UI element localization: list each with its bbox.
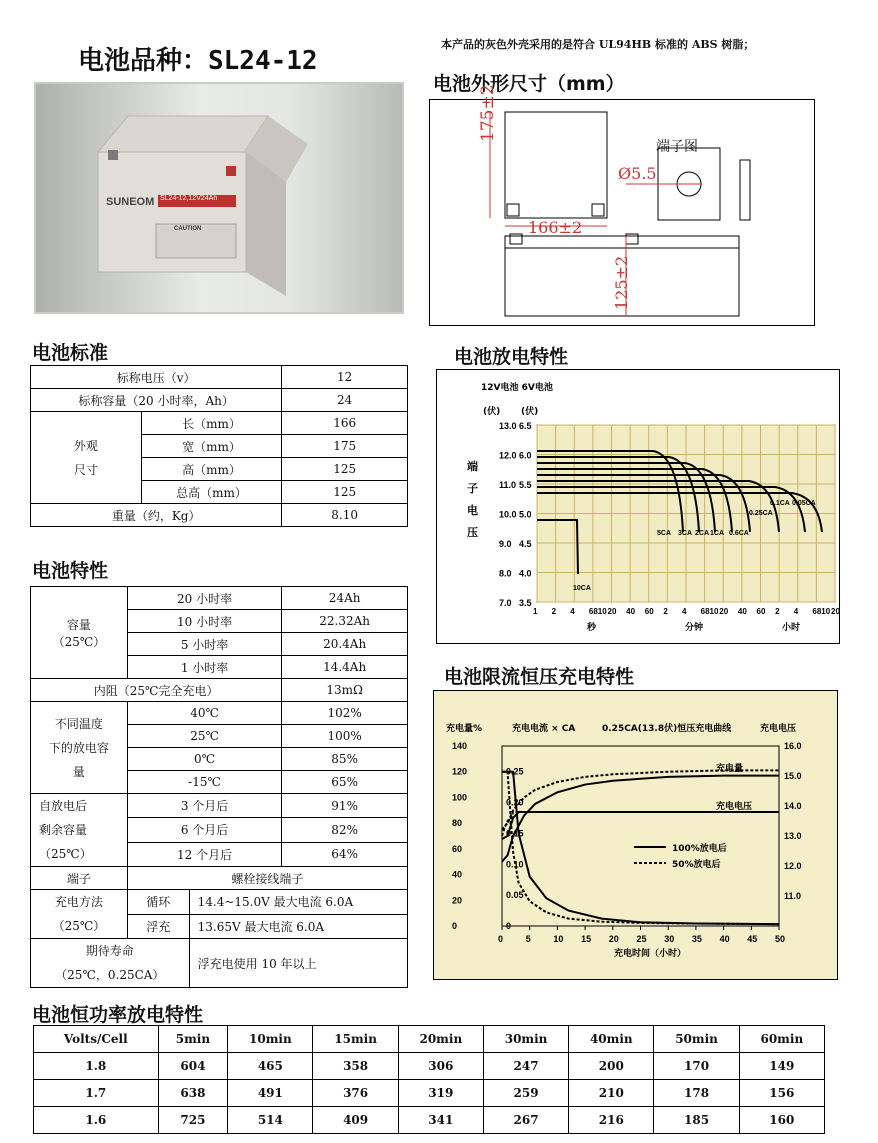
y12-tick: 13.0 <box>499 421 517 431</box>
label-cell: 3 个月后 <box>127 794 281 818</box>
caution-label: CAUTION <box>174 226 202 232</box>
curve-label: 0.05CA <box>792 500 816 507</box>
mode-cell: 循环 <box>127 890 189 915</box>
cell: 341 <box>398 1107 483 1134</box>
x-tick: 20 <box>607 607 617 616</box>
label-cell: 标称电压（v） <box>31 366 282 389</box>
x-tick: 6810 <box>812 607 831 616</box>
value-cell: 91% <box>282 794 408 818</box>
capacity-group <box>31 587 128 679</box>
cell: 247 <box>483 1053 568 1080</box>
terminal-diameter: Ø5.5 <box>618 164 657 183</box>
y6-tick: 3.5 <box>519 598 532 608</box>
group-line: 充电方法 <box>54 895 103 909</box>
value-cell: 175 <box>282 435 408 458</box>
table-row <box>31 679 408 702</box>
header-cell: 50min <box>654 1026 739 1053</box>
label-cell: 1 小时率 <box>127 656 281 679</box>
value-cell: 102% <box>282 702 408 725</box>
depth-dim: 125±2 <box>612 255 631 310</box>
value-cell: 13mΩ <box>282 679 408 702</box>
label-cell: 长（mm） <box>141 412 282 435</box>
x-tick: 45 <box>747 934 758 944</box>
table-row <box>31 867 408 890</box>
battery-photo <box>34 82 404 314</box>
size-group-line: 尺寸 <box>73 462 98 477</box>
charge-group <box>31 890 128 939</box>
y-current-tick: 0 <box>506 921 512 931</box>
cell: 1.6 <box>34 1107 159 1134</box>
power-title: 电池恒功率放电特性 <box>32 1004 204 1026</box>
cell: 465 <box>228 1053 313 1080</box>
group-line: （25℃） <box>52 919 106 933</box>
unit-right: (伏) <box>521 407 539 417</box>
label-cell: 25℃ <box>127 725 281 748</box>
x-tick: 30 <box>664 934 675 944</box>
group-line: 下的放电容 <box>48 740 109 755</box>
value-cell: 100% <box>282 725 408 748</box>
group-line: 期待寿命 <box>85 944 134 958</box>
table-row <box>31 504 408 527</box>
charge-chart <box>433 690 838 980</box>
properties-table <box>30 586 408 988</box>
cell: 491 <box>228 1080 313 1107</box>
cell: 149 <box>739 1053 824 1080</box>
table-row <box>31 702 408 725</box>
discharge-title: 电池放电特性 <box>454 346 569 368</box>
curve-label: 5CA <box>657 530 672 537</box>
cell: 156 <box>739 1080 824 1107</box>
y-left-tick: 140 <box>452 741 468 751</box>
ylabel-char: 压 <box>467 526 478 539</box>
value-cell: 85% <box>282 748 408 771</box>
y12-tick: 7.0 <box>499 598 512 608</box>
cell: 514 <box>228 1107 313 1134</box>
cell: 604 <box>158 1053 228 1080</box>
label-cell: 标称容量（20 小时率，Ah） <box>31 389 282 412</box>
cell: 638 <box>158 1080 228 1107</box>
y-right-tick: 13.0 <box>784 831 802 841</box>
y6-tick: 6.5 <box>519 421 532 431</box>
mode-cell: 浮充 <box>127 914 189 939</box>
y-right-tick: 16.0 <box>784 741 802 751</box>
cell: 1.7 <box>34 1080 159 1107</box>
y-current-tick: 0.15 <box>506 828 524 839</box>
label-cell: 0℃ <box>127 748 281 771</box>
cell: 306 <box>398 1053 483 1080</box>
label-cell: 内阻（25℃完全充电） <box>31 679 282 702</box>
label-cell: 重量（约，Kg） <box>31 504 282 527</box>
value-cell: 65% <box>282 771 408 794</box>
y6-tick: 4.5 <box>519 539 532 549</box>
curve-label: 0.6CA <box>729 530 749 537</box>
value-cell: 64% <box>282 842 408 866</box>
value-cell: 8.10 <box>282 504 408 527</box>
curve-label-capacity: 充电量 <box>716 764 744 774</box>
y-right-tick: 12.0 <box>784 861 802 871</box>
x-tick: 6810 <box>700 607 719 616</box>
group-line: （25℃） <box>39 847 92 861</box>
x-tick: 60 <box>644 607 654 616</box>
table-row <box>31 794 408 818</box>
header-cell: 15min <box>313 1026 398 1053</box>
chart-header: 12V电池 6V电池 <box>481 383 553 393</box>
chart-title: 0.25CA(13.8伏)恒压充电曲线 <box>602 724 732 734</box>
y6-tick: 6.0 <box>519 450 532 461</box>
curve-label: 0.25CA <box>749 510 773 517</box>
model-label: SL24-12,12V24Ah <box>160 195 218 202</box>
material-note: 本产品的灰色外壳采用的是符合 UL94HB 标准的 ABS 树脂； <box>441 38 755 51</box>
value-cell: 82% <box>282 818 408 842</box>
value-cell: 125 <box>282 458 408 481</box>
x-tick: 2 <box>551 607 557 616</box>
group-line: 剩余容量 <box>39 823 88 837</box>
y-left-tick: 0 <box>452 921 458 931</box>
ylabel-char: 子 <box>467 482 478 495</box>
cell: 319 <box>398 1080 483 1107</box>
x-tick: 40 <box>719 934 730 944</box>
group-line: 自放电后 <box>39 799 88 813</box>
curve-label-voltage: 充电电压 <box>716 802 753 812</box>
cell: 376 <box>313 1080 398 1107</box>
cell: 1.8 <box>34 1053 159 1080</box>
life-label <box>31 939 190 988</box>
value-cell: 24Ah <box>282 587 408 610</box>
table-row <box>31 412 408 435</box>
label-cell: 总高（mm） <box>141 481 282 504</box>
width-dim: 166±2 <box>528 218 583 237</box>
y-current-tick: 0.20 <box>506 797 524 808</box>
table-row <box>31 366 408 389</box>
value-cell: 浮充电使用 10 年以上 <box>189 939 407 988</box>
cell: 267 <box>483 1107 568 1134</box>
y-left-tick: 100 <box>452 792 468 803</box>
y-left-tick: 60 <box>452 843 463 854</box>
table-row <box>31 587 408 610</box>
size-group-line: 外观 <box>73 438 98 453</box>
curve-label: 1CA <box>710 530 725 537</box>
y-left-tick: 20 <box>452 895 463 906</box>
cell: 216 <box>569 1107 654 1134</box>
cell: 178 <box>654 1080 739 1107</box>
x-tick: 20 <box>608 934 619 944</box>
curve-label: 0.1CA <box>770 500 790 507</box>
label-cell: 10 小时率 <box>127 610 281 633</box>
x-tick: 10 <box>553 934 564 944</box>
group-line: 量 <box>72 764 85 779</box>
x-tick: 1 <box>533 607 538 616</box>
y-current-label: 充电电流 × CA <box>512 724 576 734</box>
charge-title: 电池限流恒压充电特性 <box>444 666 635 688</box>
y12-tick: 10.0 <box>499 509 517 520</box>
x-tick: 6810 <box>588 607 607 616</box>
x-tick: 40 <box>626 607 636 616</box>
y-left-tick: 80 <box>452 818 463 829</box>
label-cell: 高（mm） <box>141 458 282 481</box>
table-row <box>31 939 408 988</box>
standard-table <box>30 365 408 527</box>
terminal-title: 端子图 <box>656 139 698 155</box>
table-row <box>31 890 408 915</box>
curve-label: 3CA <box>678 530 693 537</box>
label-cell: 5 小时率 <box>127 633 281 656</box>
y-right-label: 充电电压 <box>760 724 797 734</box>
ylabel-char: 端 <box>467 460 478 473</box>
y12-tick: 9.0 <box>499 539 512 549</box>
x-tick: 15 <box>581 934 592 944</box>
cell: 170 <box>654 1053 739 1080</box>
y-current-tick: 0.10 <box>506 859 524 870</box>
label-cell: -15℃ <box>127 771 281 794</box>
x-tick: 2 <box>775 607 780 616</box>
x-tick: 0 <box>498 934 504 944</box>
charge-svg <box>434 691 837 979</box>
temp-group <box>31 702 128 794</box>
value-cell: 螺栓接线端子 <box>127 867 407 890</box>
value-cell: 14.4Ah <box>282 656 408 679</box>
y12-tick: 11.0 <box>499 480 517 490</box>
self-discharge-group <box>31 794 128 867</box>
x-tick: 4 <box>793 607 799 616</box>
brand-logo: SUNEOM <box>106 196 155 208</box>
label-cell: 12 个月后 <box>127 842 281 866</box>
label-cell: 6 个月后 <box>127 818 281 842</box>
y6-tick: 5.5 <box>519 480 532 490</box>
discharge-chart <box>436 369 840 644</box>
page-title: 电池品种：SL24-12 <box>78 46 318 76</box>
y-right-tick: 11.0 <box>784 891 802 901</box>
y12-tick: 12.0 <box>499 450 517 461</box>
x-tick: 20 <box>831 607 840 616</box>
cell: 185 <box>654 1107 739 1134</box>
discharge-svg <box>437 370 839 643</box>
table-row <box>34 1107 825 1134</box>
curve-label: 10CA <box>573 585 591 592</box>
x-tick: 5 <box>525 934 531 944</box>
value-cell: 125 <box>282 481 408 504</box>
y-left-label: 充电量% <box>446 724 483 734</box>
y-current-tick: 0.05 <box>506 890 524 901</box>
header-cell: 10min <box>228 1026 313 1053</box>
x-tick: 25 <box>636 934 647 944</box>
cell: 409 <box>313 1107 398 1134</box>
group-line: 不同温度 <box>54 716 103 731</box>
x-unit: 小时 <box>782 623 801 633</box>
x-tick: 4 <box>682 607 687 616</box>
standard-title: 电池标准 <box>32 342 109 364</box>
label-cell: 20 小时率 <box>127 587 281 610</box>
value-cell: 22.32Ah <box>282 610 408 633</box>
x-unit: 秒 <box>587 623 597 633</box>
y-left-tick: 120 <box>452 766 468 777</box>
y12-tick: 8.0 <box>499 568 512 579</box>
x-tick: 50 <box>775 934 786 944</box>
y-current-tick: 0.25 <box>506 766 524 777</box>
label-cell: 端子 <box>31 867 128 890</box>
value-cell: 13.65V 最大电流 6.0A <box>189 914 407 939</box>
y-right-tick: 14.0 <box>784 801 802 811</box>
cell: 160 <box>739 1107 824 1134</box>
header-cell: 60min <box>739 1026 824 1053</box>
cell: 259 <box>483 1080 568 1107</box>
header-cell: 40min <box>569 1026 654 1053</box>
value-cell: 166 <box>282 412 408 435</box>
legend-label: 50%放电后 <box>672 860 721 870</box>
y6-tick: 4.0 <box>519 568 532 579</box>
label-cell: 40℃ <box>127 702 281 725</box>
x-tick: 60 <box>756 607 766 616</box>
value-cell: 20.4Ah <box>282 633 408 656</box>
header-cell: 5min <box>158 1026 228 1053</box>
table-row <box>34 1080 825 1107</box>
cell: 725 <box>158 1107 228 1134</box>
x-tick: 40 <box>737 607 747 616</box>
label-cell: 宽（mm） <box>141 435 282 458</box>
ylabel-char: 电 <box>467 504 478 517</box>
value-cell: 24 <box>282 389 408 412</box>
value-cell: 12 <box>282 366 408 389</box>
x-tick: 20 <box>719 607 729 616</box>
power-table <box>33 1025 825 1134</box>
table-row <box>31 389 408 412</box>
table-row <box>34 1053 825 1080</box>
table-header-row <box>34 1026 825 1053</box>
cell: 210 <box>569 1080 654 1107</box>
group-line: （25℃，0.25CA） <box>55 968 165 982</box>
x-unit: 分钟 <box>685 623 704 633</box>
x-tick: 4 <box>570 607 575 616</box>
header-cell: Volts/Cell <box>34 1026 159 1053</box>
x-label: 充电时间（小时） <box>614 949 687 959</box>
battery-illustration <box>36 84 402 312</box>
x-tick: 35 <box>691 934 702 944</box>
dims-title: 电池外形尺寸（mm） <box>433 73 625 95</box>
size-group-cell <box>31 412 142 504</box>
curve-label: 2CA <box>695 530 710 537</box>
header-cell: 20min <box>398 1026 483 1053</box>
cell: 200 <box>569 1053 654 1080</box>
properties-title: 电池特性 <box>32 560 109 582</box>
height-dim: 175±2 <box>478 84 498 142</box>
y-right-tick: 15.0 <box>784 771 802 781</box>
group-line: 容量 <box>66 617 91 632</box>
unit-left: (伏) <box>483 407 501 417</box>
y-left-tick: 40 <box>452 869 463 880</box>
legend-label: 100%放电后 <box>672 844 727 854</box>
x-tick: 2 <box>663 607 668 616</box>
y6-tick: 5.0 <box>519 509 532 520</box>
header-cell: 30min <box>483 1026 568 1053</box>
value-cell: 14.4~15.0V 最大电流 6.0A <box>189 890 407 915</box>
group-line: （25℃） <box>52 634 106 649</box>
cell: 358 <box>313 1053 398 1080</box>
